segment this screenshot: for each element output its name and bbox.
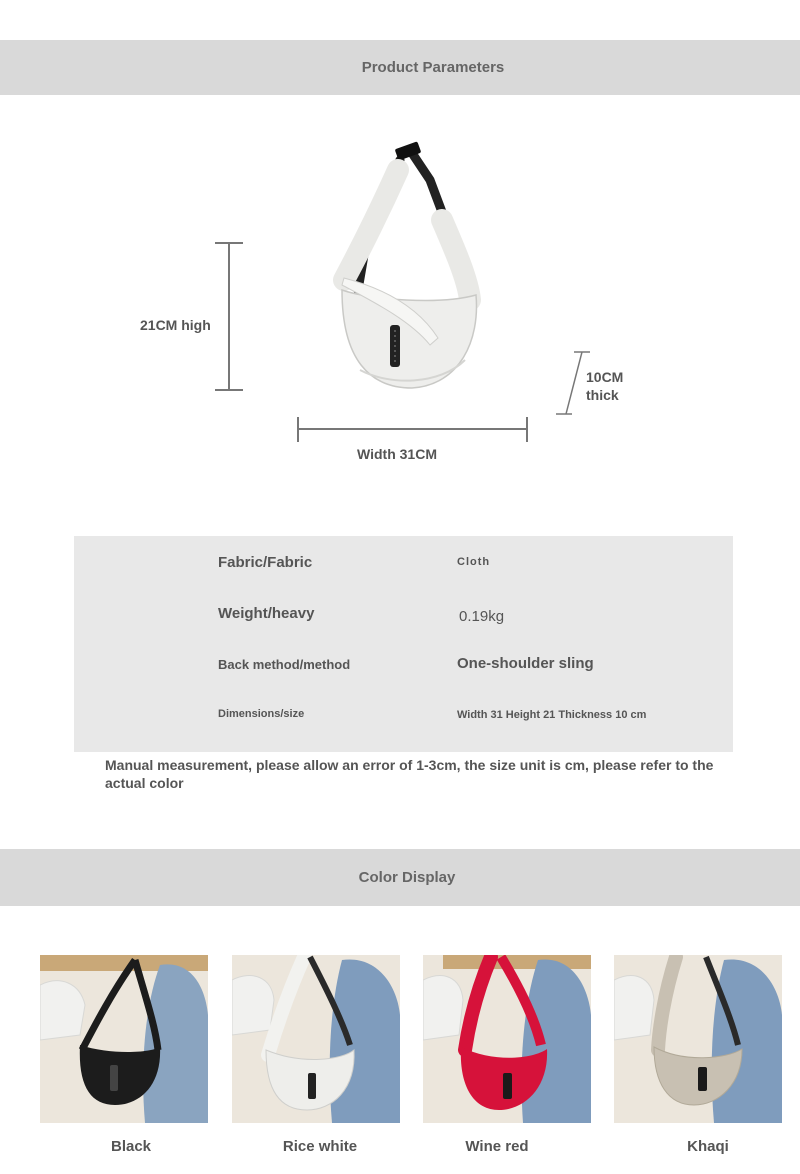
width-marker-line xyxy=(297,428,527,430)
product-parameters-header xyxy=(0,40,800,95)
thickness-value: 10CM xyxy=(586,369,624,385)
swatch-black[interactable] xyxy=(40,955,208,1123)
height-marker-line xyxy=(228,242,230,390)
product-parameters-title: Product Parameters xyxy=(361,59,505,76)
param-value-weight: 0.19kg xyxy=(459,608,505,625)
height-marker-bottom xyxy=(215,389,243,391)
param-value-dimensions: Width 31 Height 21 Thickness 10 cm xyxy=(457,709,647,721)
width-label: Width 31CM xyxy=(357,446,437,462)
swatch-khaqi[interactable] xyxy=(614,955,782,1123)
product-image-bag xyxy=(330,140,490,400)
param-value-back-method: One-shoulder sling xyxy=(457,655,594,672)
parameters-table xyxy=(74,536,733,752)
swatch-rice-white[interactable] xyxy=(232,955,400,1123)
thickness-word: thick xyxy=(586,387,619,403)
swatch-label-wine-red: Wine red xyxy=(465,1138,529,1155)
width-marker-right xyxy=(526,417,528,442)
swatch-label-black: Black xyxy=(110,1138,152,1155)
param-label-back-method: Back method/method xyxy=(218,657,351,672)
width-marker-left xyxy=(297,417,299,442)
height-label: 21CM high xyxy=(140,317,211,333)
param-label-weight: Weight/heavy xyxy=(218,605,315,622)
swatch-wine-red[interactable] xyxy=(423,955,591,1123)
param-label-dimensions: Dimensions/size xyxy=(218,708,305,720)
param-label-fabric: Fabric/Fabric xyxy=(218,554,313,571)
color-display-header xyxy=(0,849,800,906)
swatch-label-khaqi: Khaqi xyxy=(687,1138,729,1155)
param-value-fabric: Cloth xyxy=(457,556,491,568)
measurement-note: Manual measurement, please allow an error of 1-3cm, the size unit is cm, please refer to the actual color xyxy=(105,757,714,791)
swatch-label-rice-white: Rice white xyxy=(282,1138,358,1155)
color-display-title: Color Display xyxy=(358,869,456,886)
